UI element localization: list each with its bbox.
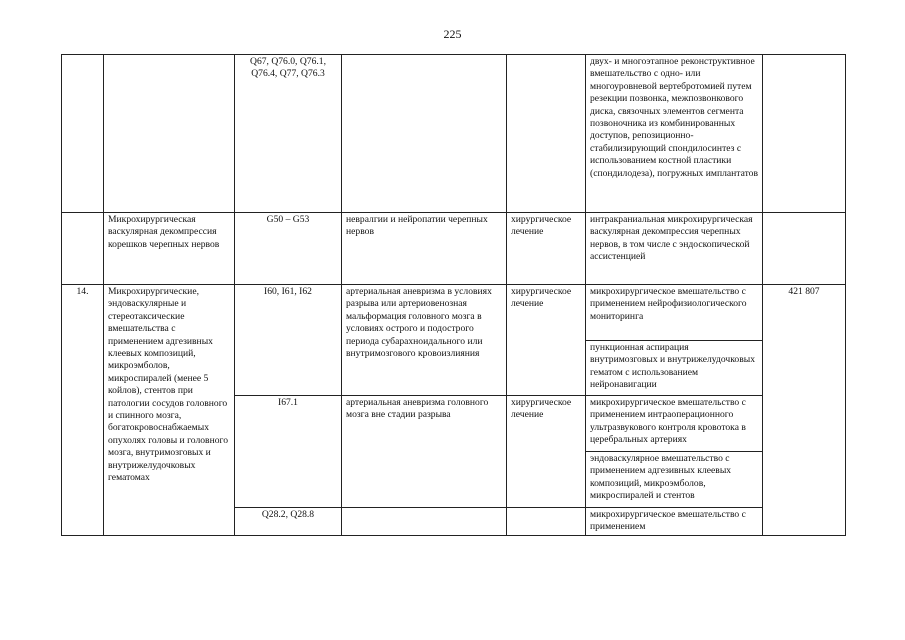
cell-cost: 421 807 bbox=[763, 285, 846, 536]
cell-number: 14. bbox=[62, 285, 104, 536]
table-row bbox=[62, 285, 846, 341]
cell-cost bbox=[763, 213, 846, 285]
cell-icd-codes: Q67, Q76.0, Q76.1, Q76.4, Q77, Q76.3 bbox=[235, 55, 342, 213]
cell-icd-codes: I60, I61, I62 bbox=[235, 285, 342, 396]
cell-treatment-method: интракраниальная микрохирургическая васкулярная декомпрессия черепных нервов, в том числе с эндоскопической ассистенцией bbox=[586, 213, 763, 285]
cell-treatment-method: микрохирургическое вмешательство с применением нейрофизиологического мониторинга bbox=[586, 285, 763, 341]
page-number: 225 bbox=[443, 27, 462, 41]
cell-care-name bbox=[104, 55, 235, 213]
cell-patient-model: артериальная аневризма в условиях разрыва или артериовенозная мальформация головного мозга в условиях острого и подострого периода субарахноидального или внутримозгового кровоизлияния bbox=[342, 285, 507, 396]
cell-treatment-method: пункционная аспирация внутримозговых и внутрижелудочковых гематом с использованием нейронавигации bbox=[586, 341, 763, 396]
cell-treatment-method: микрохирургическое вмешательство с применением bbox=[586, 508, 763, 536]
cell-icd-codes: I67.1 bbox=[235, 396, 342, 508]
cell-treatment-method: двух- и многоэтапное реконструктивное вмешательство с одно- или многоуровневой вертебротомией путем резекции позвонка, межпозвонкового диска, связочных элементов сегмента позвоночника из комбинированных доступов, репозиционно-стабилизирующий спондилосинтез с использованием костной пластики (спондилодеза), погружных имплантатов bbox=[586, 55, 763, 213]
cell-patient-model: артериальная аневризма головного мозга вне стадии разрыва bbox=[342, 396, 507, 508]
cell-treatment-type bbox=[507, 55, 586, 213]
cell-care-name: Микрохирургические, эндоваскулярные и стереотаксические вмешательства с применением адгезивных клеевых композиций, микроэмболов, микроспиралей (менее 5 койлов), стентов при патологии сосудов головного и спинного мозга, богатокровоснабжаемых опухолях головы и головного мозга, внутримозговых и внутрижелудочковых гематомах bbox=[104, 285, 235, 536]
cell-patient-model: невралгии и нейропатии черепных нервов bbox=[342, 213, 507, 285]
cell-treatment-method: эндоваскулярное вмешательство с применением адгезивных клеевых композиций, микроэмболов, микроспиралей и стентов bbox=[586, 452, 763, 508]
cell-treatment-type bbox=[507, 508, 586, 536]
cell-treatment-method: микрохирургическое вмешательство с применением интраоперационного ультразвукового контроля кровотока в церебральных артериях bbox=[586, 396, 763, 452]
medical-care-table bbox=[61, 54, 846, 536]
cell-patient-model bbox=[342, 508, 507, 536]
table-row bbox=[62, 213, 846, 285]
table-row bbox=[62, 55, 846, 213]
cell-patient-model bbox=[342, 55, 507, 213]
cell-number bbox=[62, 213, 104, 285]
cell-icd-codes: Q28.2, Q28.8 bbox=[235, 508, 342, 536]
cell-icd-codes: G50 – G53 bbox=[235, 213, 342, 285]
cell-care-name: Микрохирургическая васкулярная декомпрессия корешков черепных нервов bbox=[104, 213, 235, 285]
cell-number bbox=[62, 55, 104, 213]
cell-treatment-type: хирургическое лечение bbox=[507, 396, 586, 508]
cell-treatment-type: хирургическое лечение bbox=[507, 213, 586, 285]
cell-cost bbox=[763, 55, 846, 213]
cell-treatment-type: хирургическое лечение bbox=[507, 285, 586, 396]
